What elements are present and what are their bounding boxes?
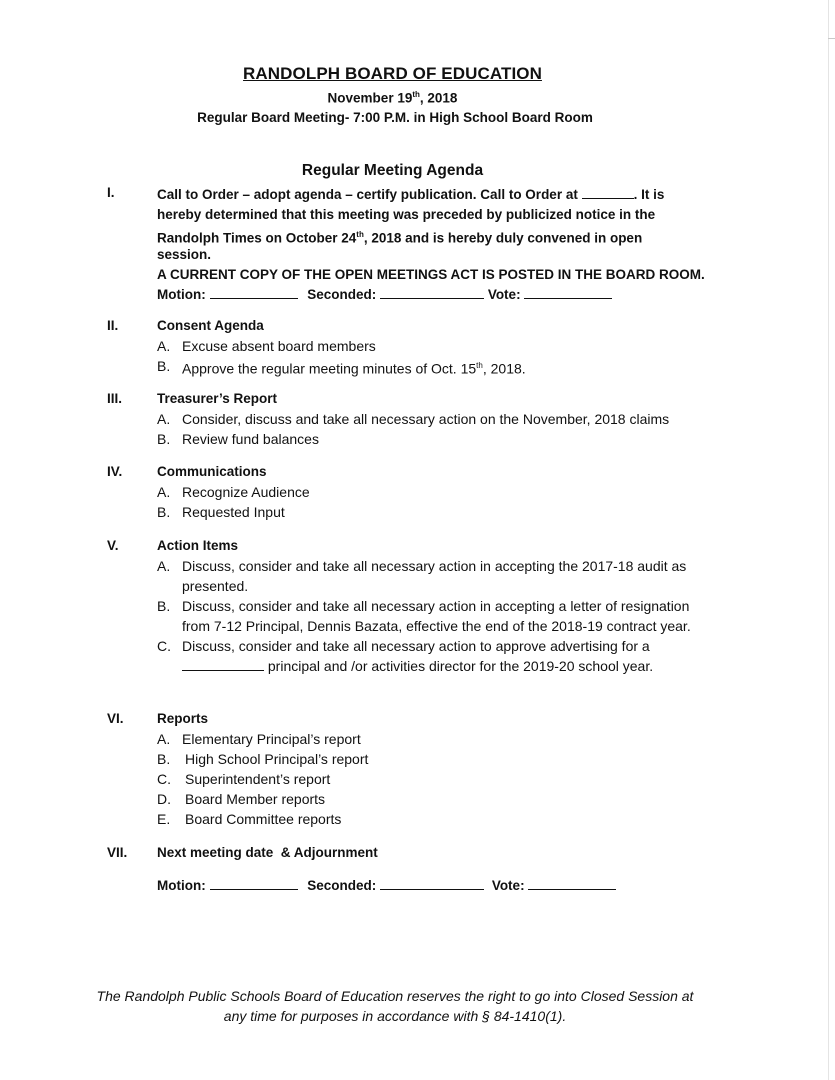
item-letter: E. — [157, 811, 171, 827]
section-title: Treasurer’s Report — [157, 391, 278, 406]
list-item — [157, 556, 702, 596]
item-letter: C. — [157, 638, 171, 654]
list-item — [157, 429, 717, 449]
item-text: High School Principal’s report — [185, 751, 369, 767]
seconded-label: Seconded: — [307, 878, 377, 893]
closed-session-notice — [0, 986, 790, 1026]
vote-label: Vote: — [491, 878, 525, 893]
section-number: V. — [107, 538, 119, 553]
publication-text-end: , 2018 and is hereby duly convened in open — [363, 230, 643, 246]
seconded-label: Seconded: — [307, 287, 377, 302]
item-letter: B. — [157, 504, 171, 520]
item-text-end: principal and /or activities director for the 2019-20 school year. — [264, 658, 654, 674]
item-letter: B. — [157, 598, 171, 614]
seconded-blank — [380, 877, 484, 890]
item-letter: A. — [157, 411, 171, 427]
section-title: Next meeting date & Adjournment — [157, 845, 378, 860]
report-items — [157, 729, 717, 829]
list-item — [157, 729, 717, 749]
item-letter: C. — [157, 771, 171, 787]
page-edge-tick — [828, 38, 835, 39]
list-item — [157, 749, 717, 769]
section-title: Reports — [157, 711, 209, 726]
item-text-end: , 2018. — [482, 360, 526, 377]
call-to-order-line — [157, 185, 664, 205]
section-number: VI. — [107, 711, 124, 726]
communications-items — [157, 482, 717, 522]
publication-text: Randolph Times on October 24 — [157, 230, 357, 246]
list-item — [157, 809, 717, 829]
meeting-info: Regular Board Meeting- 7:00 P.M. in High School Board Room — [197, 110, 593, 125]
list-item — [157, 356, 717, 379]
page-edge — [828, 0, 829, 1080]
item-letter: A. — [157, 558, 171, 574]
date-main: November 19 — [327, 90, 413, 106]
publication-sup: th — [356, 230, 364, 239]
motion-label: Motion: — [157, 287, 206, 302]
item-letter: A. — [157, 338, 171, 354]
seconded-blank — [380, 286, 484, 299]
section-title: Communications — [157, 464, 267, 479]
document-title: RANDOLPH BOARD OF EDUCATION — [243, 64, 542, 83]
motion-blank — [210, 286, 298, 299]
list-item — [157, 789, 717, 809]
list-item — [157, 769, 717, 789]
footer-line-2: any time for purposes in accordance with § 84-1410(1). — [223, 1008, 567, 1024]
item-text: Superintendent’s report — [185, 771, 331, 787]
date-year: , 2018 — [419, 90, 458, 106]
section-number: VII. — [107, 845, 128, 860]
item-letter: B. — [157, 358, 171, 374]
item-text: Approve the regular meeting minutes of Oct. 15 — [182, 360, 477, 377]
section-number: IV. — [107, 464, 123, 479]
call-to-order-text-end: . It is — [633, 187, 665, 202]
position-blank — [182, 658, 264, 671]
item-text: Recognize Audience — [182, 484, 310, 500]
item-letter: B. — [157, 751, 171, 767]
motion-line — [157, 285, 612, 305]
item-text: Requested Input — [182, 504, 285, 520]
call-to-order-text: Call to Order – adopt agenda – certify publication. Call to Order at — [157, 187, 582, 202]
section-title: Action Items — [157, 538, 239, 553]
treasurer-items — [157, 409, 717, 449]
section-number: II. — [107, 318, 119, 333]
item-text: Review fund balances — [182, 431, 319, 447]
action-items — [157, 556, 702, 676]
list-item — [157, 336, 717, 356]
motion-blank — [210, 877, 298, 890]
meeting-date — [0, 90, 785, 106]
vote-blank — [528, 877, 616, 890]
item-text: Board Committee reports — [185, 811, 342, 827]
motion-line — [157, 876, 616, 896]
item-text: Consider, discuss and take all necessary action on the November, 2018 claims — [182, 411, 670, 427]
section-title: Consent Agenda — [157, 318, 264, 333]
list-item — [157, 596, 702, 636]
motion-label: Motion: — [157, 878, 206, 893]
vote-label: Vote: — [487, 287, 521, 302]
item-letter: A. — [157, 731, 171, 747]
list-item — [157, 636, 702, 676]
notice-line: hereby determined that this meeting was preceded by publicized notice in the — [157, 207, 656, 222]
item-letter: A. — [157, 484, 171, 500]
item-text: Excuse absent board members — [182, 338, 376, 354]
section-number: III. — [107, 391, 123, 406]
footer-line-1: The Randolph Public Schools Board of Education reserves the right to go into Closed Session at — [96, 988, 694, 1004]
agenda-title: Regular Meeting Agenda — [301, 162, 484, 179]
item-text: Discuss, consider and take all necessary action in accepting a letter of resignation from 7-12 Principal, Dennis Bazata, effective the end of the 2018-19 contract year. — [182, 598, 691, 634]
item-text: Elementary Principal’s report — [182, 731, 361, 747]
item-sup: th — [476, 361, 483, 370]
item-letter: B. — [157, 431, 171, 447]
item-text: Board Member reports — [185, 791, 326, 807]
list-item — [157, 482, 717, 502]
session-line: session. — [157, 247, 212, 262]
item-letter: D. — [157, 791, 171, 807]
list-item — [157, 502, 717, 522]
call-to-order-time-blank — [582, 186, 634, 199]
section-number: I. — [107, 185, 115, 200]
consent-items — [157, 336, 717, 379]
item-text: Discuss, consider and take all necessary action in accepting the 2017-18 audit as presented. — [182, 558, 687, 594]
item-text: Discuss, consider and take all necessary action to approve advertising for a — [182, 638, 650, 654]
date-suffix: th — [412, 90, 420, 99]
vote-blank — [524, 286, 612, 299]
open-meetings-notice: A CURRENT COPY OF THE OPEN MEETINGS ACT IS POSTED IN THE BOARD ROOM. — [157, 267, 705, 282]
publication-line — [157, 225, 642, 249]
list-item — [157, 409, 717, 429]
